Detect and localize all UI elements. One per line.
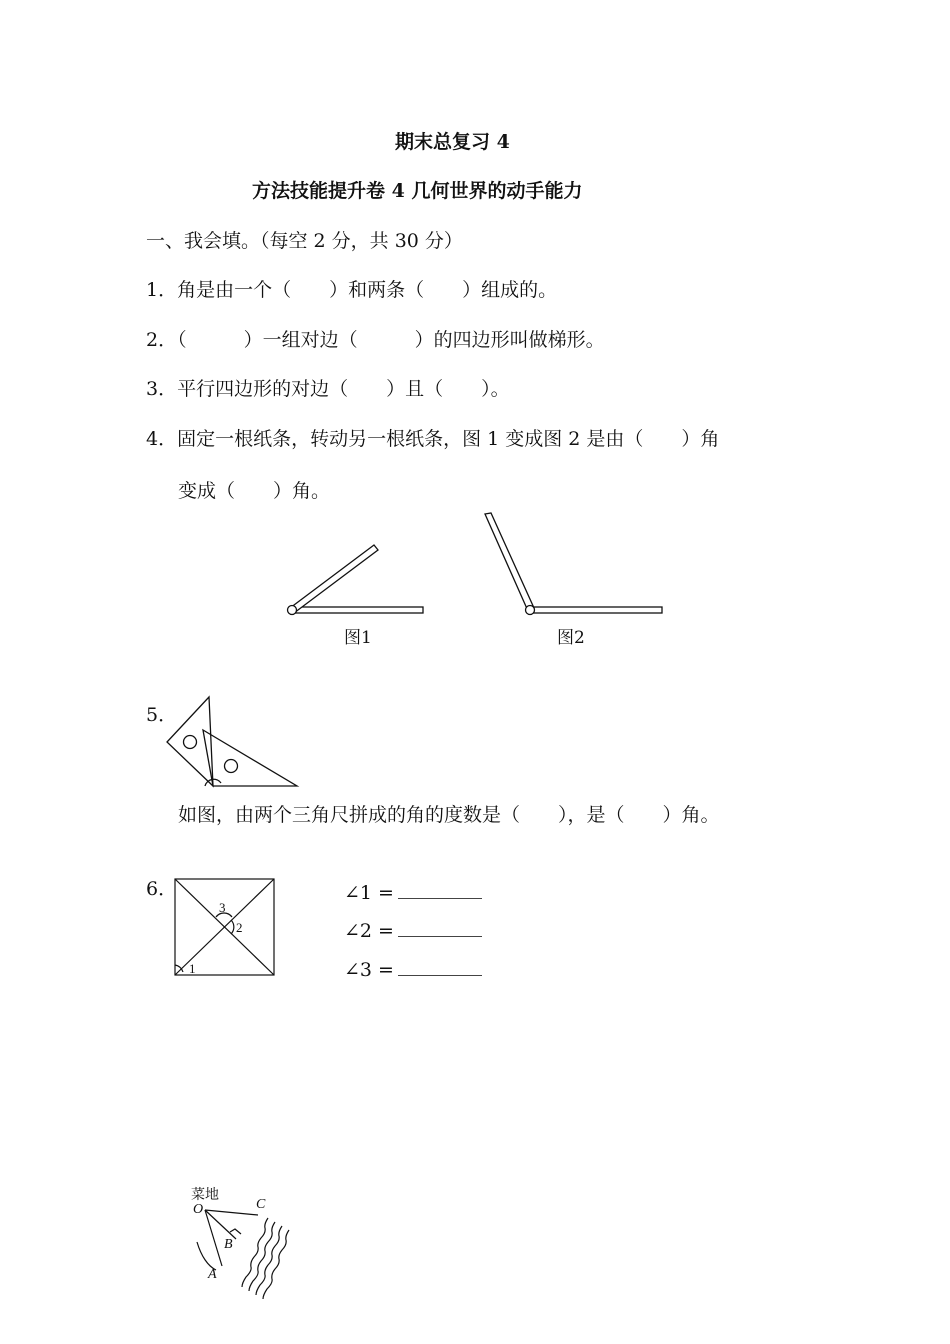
angle-3-label: 3	[219, 900, 226, 915]
ruler-hole-2	[225, 760, 238, 773]
question-5-text: 如图，由两个三角尺拼成的角的度数是（ ），是（ ）角。	[178, 804, 720, 826]
angle-1-prompt: ∠1 =	[344, 882, 394, 904]
fixed-strip	[294, 607, 423, 613]
rotated-strip	[485, 513, 534, 611]
angle-1-blank[interactable]	[398, 884, 482, 899]
page-subtitle: 方法技能提升卷 4 几何世界的动手能力	[252, 180, 583, 202]
field-river-figure	[188, 1182, 298, 1297]
page-title: 期末总复习 4	[395, 131, 510, 153]
question-2: 2．（ ）一组对边（ ）的四边形叫做梯形。	[146, 329, 605, 351]
angle-2-answer	[344, 922, 482, 941]
question-4-line1: 4．固定一根纸条，转动另一根纸条，图 1 变成图 2 是由（ ）角	[146, 428, 720, 450]
ruler-hole-1	[184, 736, 197, 749]
pivot-circle	[288, 606, 297, 615]
question-5-number: 5．	[146, 704, 178, 726]
question-4-line2: 变成（ ）角。	[178, 480, 331, 502]
ruler-left	[167, 697, 213, 786]
angle-3-blank[interactable]	[398, 961, 482, 976]
angle-2-blank[interactable]	[398, 922, 482, 937]
q4-figure-2-label: 图2	[557, 628, 585, 648]
question-6-number: 6．	[146, 878, 178, 900]
point-C-label: C	[256, 1197, 266, 1212]
q4-figure-1	[282, 540, 432, 620]
angle-1-label: 1	[189, 961, 196, 976]
q5-triangle-rulers	[165, 695, 305, 790]
angle-1-answer	[344, 884, 482, 903]
q4-figure-2	[482, 510, 672, 620]
point-O-label: O	[193, 1202, 204, 1217]
point-A-label: A	[208, 1267, 217, 1282]
angle-3-prompt: ∠3 =	[344, 959, 394, 981]
fixed-strip	[530, 607, 662, 613]
q6-square-figure	[174, 878, 278, 978]
question-1: 1．角是由一个（ ）和两条（ ）组成的。	[146, 279, 558, 301]
ruler-right	[203, 730, 297, 786]
q4-figure-1-label: 图1	[344, 628, 372, 648]
rotated-strip	[290, 545, 378, 613]
angle-2-prompt: ∠2 =	[344, 920, 394, 942]
point-B-label: B	[224, 1237, 233, 1252]
field-label: 菜地	[191, 1187, 219, 1203]
angle-2-label: 2	[236, 920, 243, 935]
question-3: 3．平行四边形的对边（ ）且（ ）。	[146, 378, 510, 400]
section-heading: 一、我会填。（每空 2 分，共 30 分）	[146, 230, 463, 252]
pivot-circle	[526, 606, 535, 615]
angle-3-answer	[344, 961, 482, 980]
